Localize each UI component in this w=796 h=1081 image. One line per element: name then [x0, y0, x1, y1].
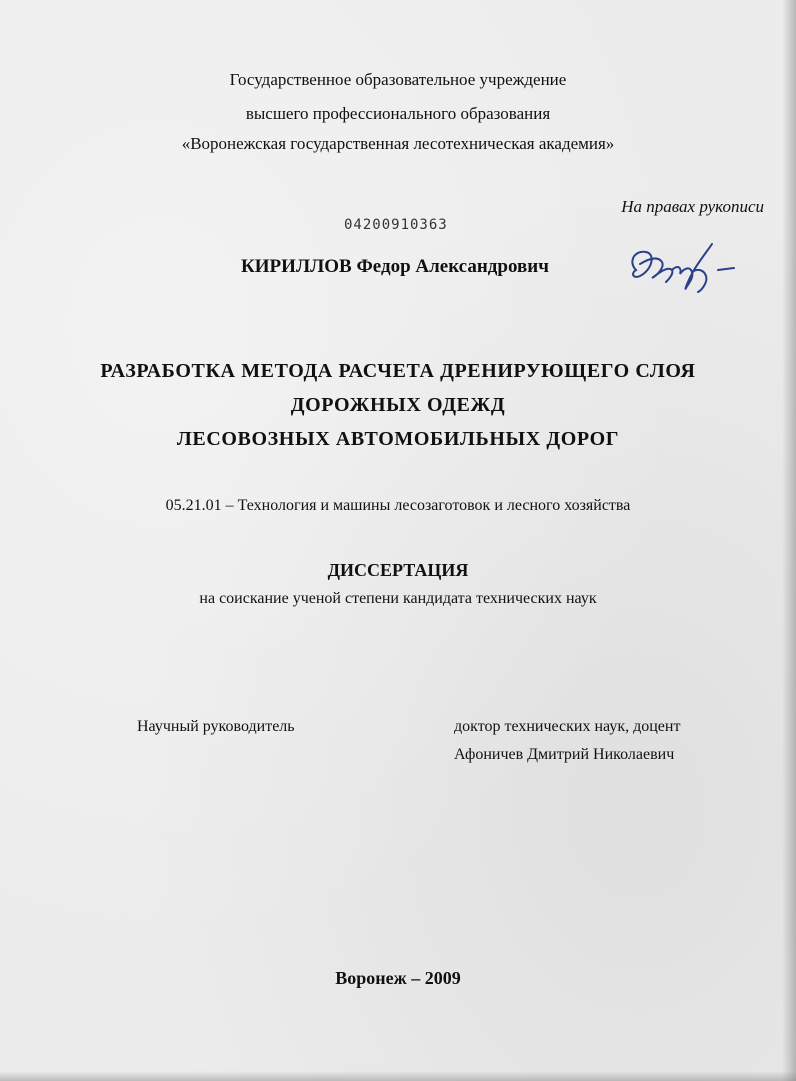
author-name: КИРИЛЛОВ Федор Александрович	[241, 256, 549, 277]
document-number: 04200910363	[344, 217, 448, 233]
document-type: ДИССЕРТАЦИЯ	[327, 560, 469, 580]
institution-line-3: «Воронежская государственная лесотехническая академия»	[181, 134, 615, 153]
degree-line: на соискание ученой степени кандидата технических наук	[199, 590, 597, 607]
specialty-code: 05.21.01 – Технология и машины лесозаготовок и лесного хозяйства	[165, 497, 631, 514]
title-line-3: ЛЕСОВОЗНЫХ АВТОМОБИЛЬНЫХ ДОРОГ	[176, 428, 620, 450]
supervisor-label: Научный руководитель	[137, 718, 295, 735]
supervisor-rank: доктор технических наук, доцент	[454, 718, 681, 735]
supervisor-name: Афоничев Дмитрий Николаевич	[454, 746, 675, 763]
title-line-2: ДОРОЖНЫХ ОДЕЖД	[290, 394, 506, 416]
institution-line-1: Государственное образовательное учреждение	[229, 70, 567, 89]
scan-edge-bottom	[0, 1071, 796, 1081]
title-line-1: РАЗРАБОТКА МЕТОДА РАСЧЕТА ДРЕНИРУЮЩЕГО СЛОЯ	[100, 360, 696, 382]
scan-edge-right	[782, 0, 796, 1081]
signature-image	[622, 240, 752, 295]
institution-line-2: высшего профессионального образования	[245, 104, 551, 123]
city-year: Воронеж – 2009	[335, 968, 461, 988]
rights-note: На правах рукописи	[621, 197, 764, 216]
